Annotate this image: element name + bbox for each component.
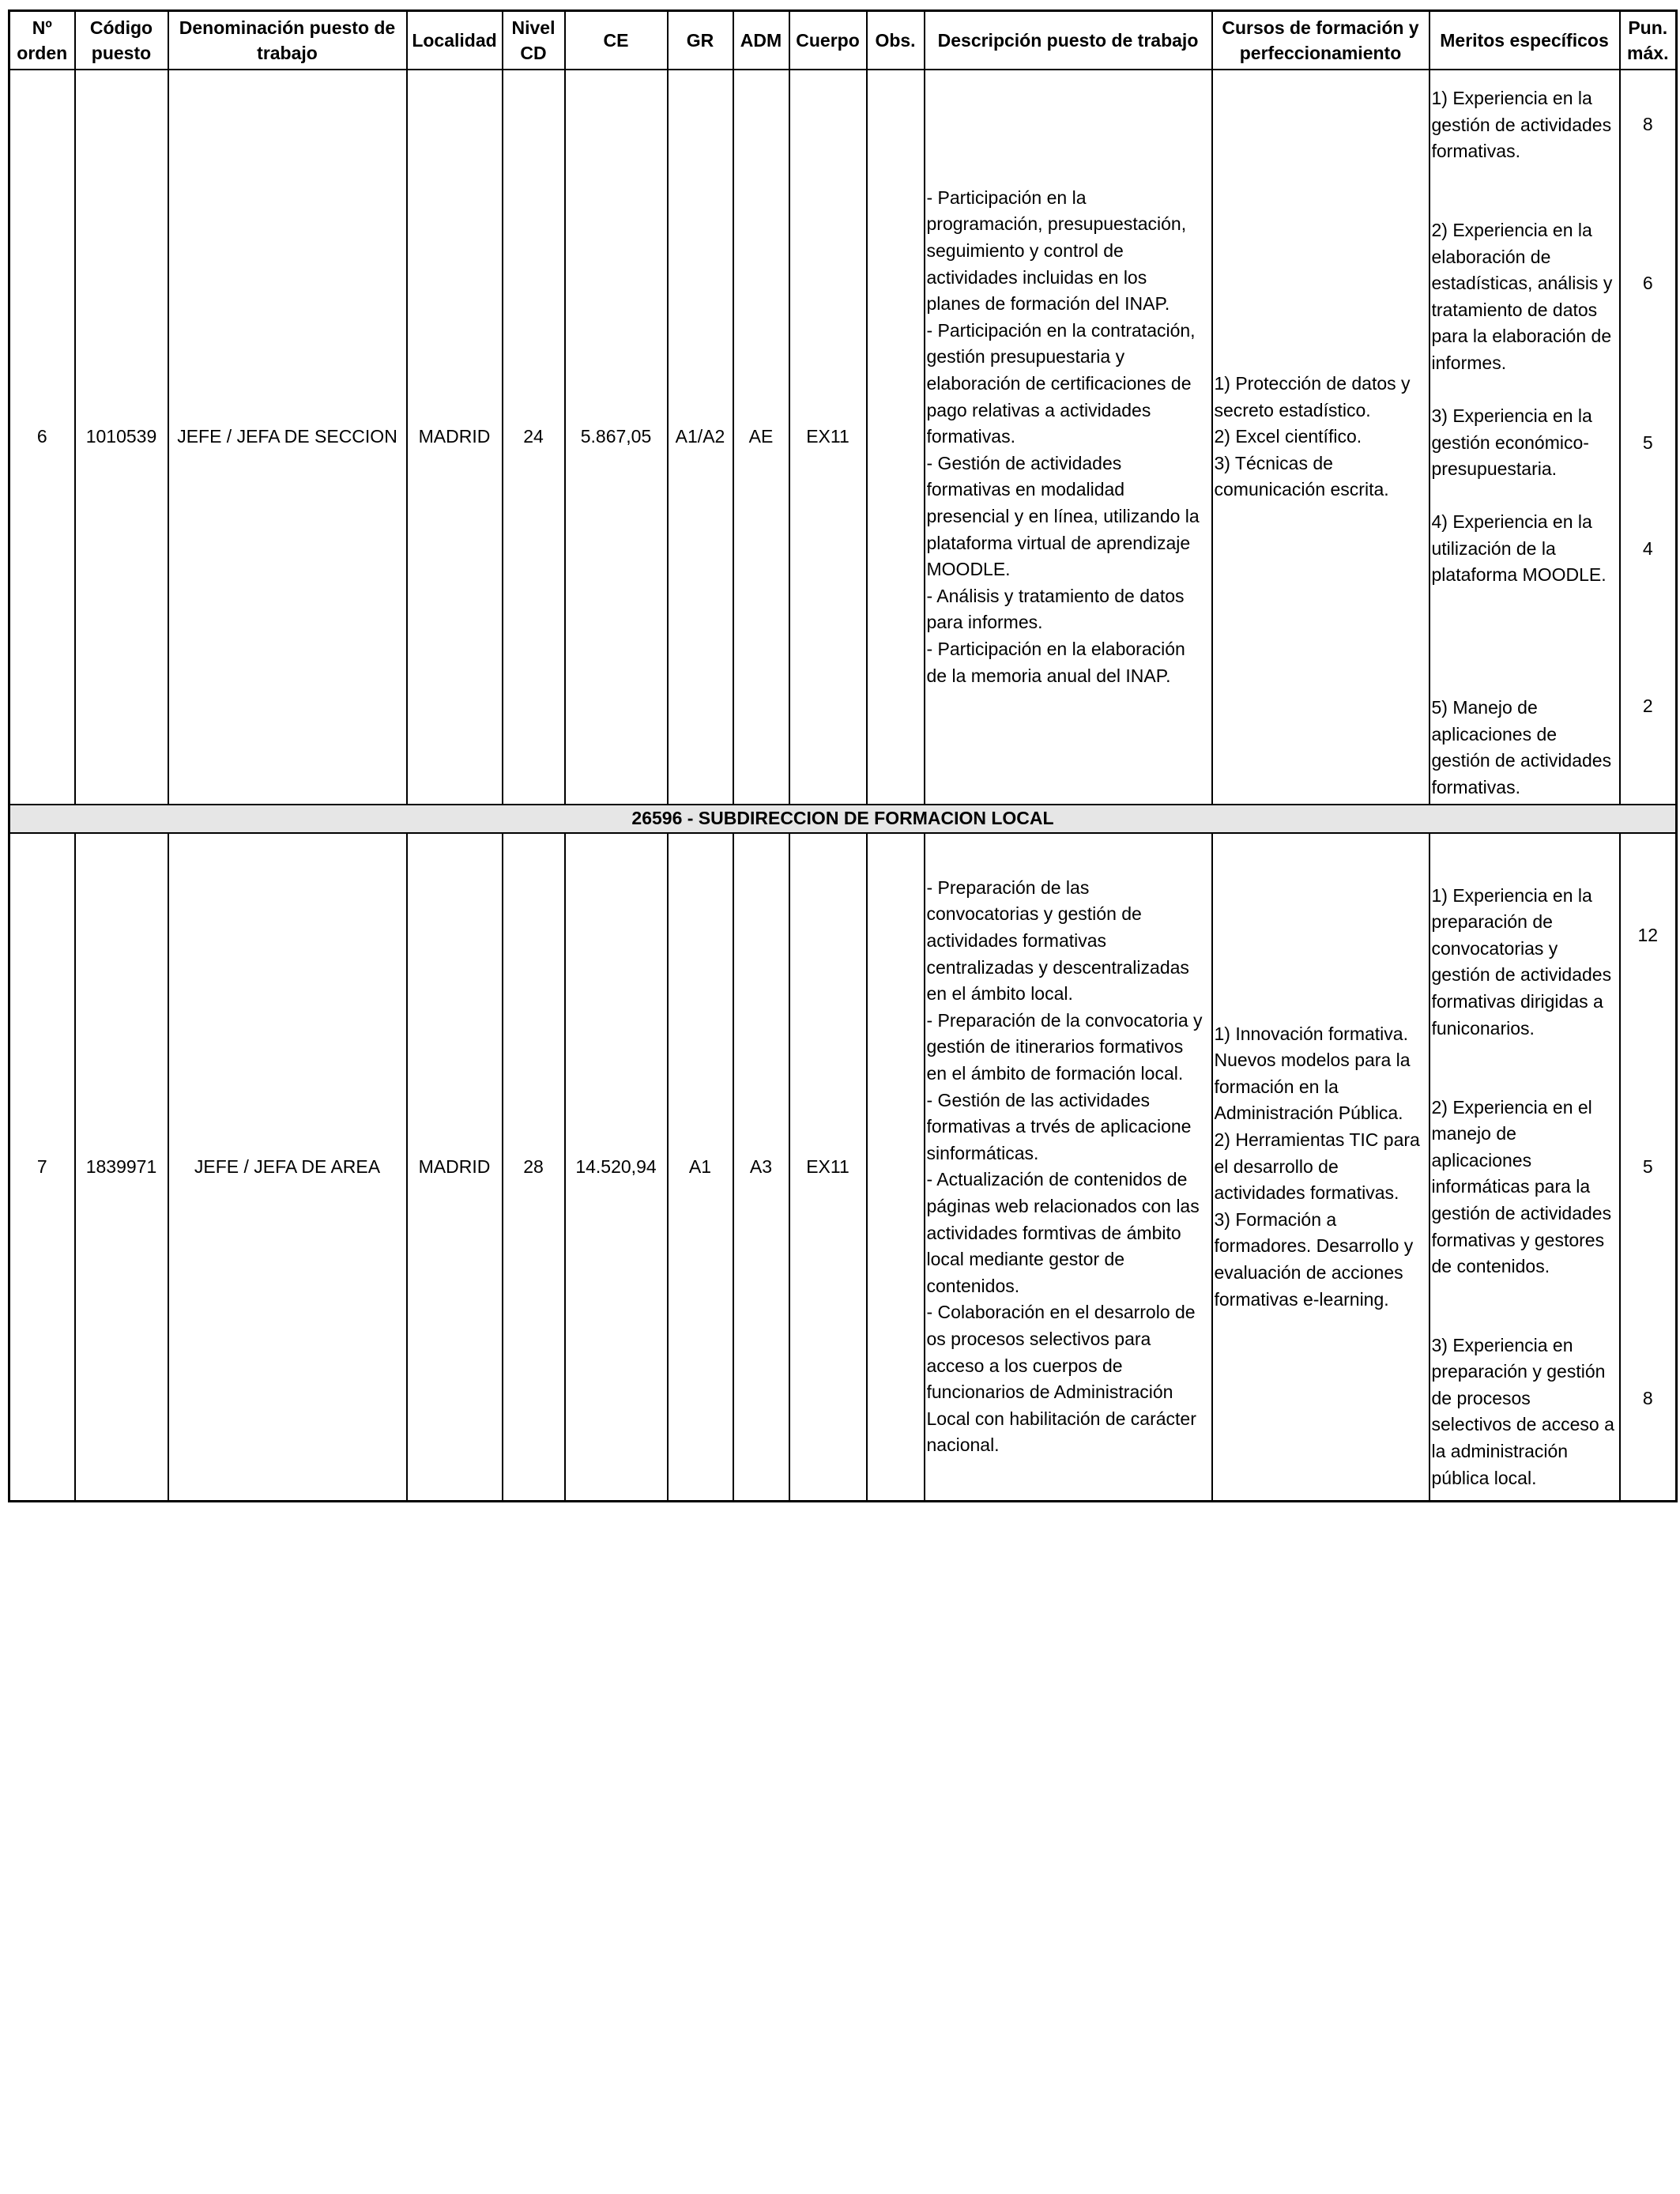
merit-line: aplicaciones de: [1431, 723, 1558, 745]
merit-line: convocatorias y: [1431, 937, 1558, 959]
merit-line: de contenidos.: [1431, 1256, 1550, 1277]
header-line: trabajo: [257, 43, 318, 63]
header-line: Pun.: [1628, 17, 1668, 38]
cell-ce: 14.520,94: [565, 833, 668, 1502]
description-line: convocatorias y gestión de: [926, 903, 1142, 925]
merit-line: de procesos: [1431, 1387, 1531, 1408]
merit-line: informáticas para la: [1431, 1176, 1591, 1197]
merit-line: formativas y gestores: [1431, 1229, 1605, 1250]
course-line: 1) Protección de datos y: [1214, 373, 1411, 394]
merit-line: 2) Experiencia en el: [1431, 1096, 1592, 1118]
description-line: os procesos selectivos para: [926, 1328, 1151, 1349]
description-line: formativas a trvés de aplicacione: [926, 1116, 1192, 1137]
header-ce: [565, 11, 668, 70]
description-line: programación, presupuestación,: [926, 213, 1187, 235]
cell-adm: A3: [733, 833, 789, 1502]
merit-item: [1432, 1333, 1619, 1492]
merit-item: [1432, 509, 1619, 589]
header-line: Código: [89, 17, 153, 38]
cell-gr: A1/A2: [668, 70, 733, 805]
merit-points: 5: [1642, 1155, 1653, 1177]
table-header: [9, 11, 1677, 70]
merit-points: 4: [1642, 538, 1653, 559]
header-descripcion: [925, 11, 1212, 70]
table-row: [9, 70, 1677, 805]
section-title: 26596 - SUBDIRECCION DE FORMACION LOCAL: [9, 805, 1677, 833]
merit-line: 3) Experiencia en: [1431, 1334, 1573, 1355]
table-row: [9, 833, 1677, 1502]
merit-points: 8: [1642, 1387, 1653, 1408]
merit-line: la administración: [1431, 1440, 1569, 1461]
course-line: 3) Formación a: [1214, 1208, 1337, 1230]
cell-nivel: 24: [503, 70, 565, 805]
merit-line: presupuestaria.: [1431, 458, 1558, 480]
header-line: Localidad: [412, 30, 497, 51]
merit-line: preparación y gestión: [1431, 1361, 1606, 1382]
course-line: 2) Excel científico.: [1214, 426, 1362, 447]
cell-orden: 6: [9, 70, 75, 805]
description-line: formativas en modalidad: [926, 479, 1125, 500]
description-line: páginas web relacionados con las: [926, 1195, 1200, 1216]
header-row: [9, 11, 1677, 70]
description-line: - Gestión de las actividades: [926, 1089, 1151, 1110]
cell-orden: 7: [9, 833, 75, 1502]
merit-item: [1432, 695, 1619, 801]
description-line: - Preparación de las: [926, 876, 1090, 898]
cell-codigo: 1010539: [75, 70, 168, 805]
course-line: formación en la: [1214, 1076, 1339, 1097]
cell-puntos: [1620, 833, 1677, 1502]
cell-cuerpo: EX11: [789, 833, 867, 1502]
header-denominacion: [168, 11, 407, 70]
header-line: Meritos específicos: [1440, 30, 1609, 51]
description-line: local mediante gestor de: [926, 1249, 1125, 1270]
description-line: Local con habilitación de carácter: [926, 1408, 1196, 1429]
description-line: - Participación en la: [926, 187, 1087, 208]
description-line: nacional.: [926, 1434, 1000, 1456]
header-line: máx.: [1627, 43, 1669, 63]
cell-cursos: [1212, 70, 1430, 805]
course-line: actividades formativas.: [1214, 1182, 1399, 1204]
header-line: Nivel: [511, 17, 556, 38]
description-line: - Gestión de actividades: [926, 452, 1122, 473]
description-line: elaboración de certificaciones de: [926, 373, 1192, 394]
description-line: contenidos.: [926, 1275, 1020, 1296]
course-line: evaluación de acciones: [1214, 1261, 1403, 1283]
course-line: Nuevos modelos para la: [1214, 1050, 1411, 1071]
merit-line: aplicaciones: [1431, 1149, 1532, 1171]
description-line: actividades incluidas en los: [926, 266, 1147, 288]
header-line: orden: [17, 43, 68, 63]
description-line: gestión presupuestaria y: [926, 346, 1125, 368]
description-line: gestión de itinerarios formativos: [926, 1036, 1184, 1057]
description-line: acceso a los cuerpos de: [926, 1355, 1123, 1376]
description-line: seguimiento y control de: [926, 240, 1124, 262]
header-puntos: [1620, 11, 1677, 70]
header-cursos: [1212, 11, 1430, 70]
merit-line: preparación de: [1431, 911, 1553, 933]
description-line: centralizadas y descentralizadas: [926, 956, 1189, 978]
description-line: planes de formación del INAP.: [926, 293, 1170, 315]
header-line: Descripción puesto de trabajo: [937, 30, 1199, 51]
header-line: CE: [603, 30, 629, 51]
cell-localidad: MADRID: [407, 833, 503, 1502]
cell-obs: [867, 833, 925, 1502]
merit-points: 2: [1642, 696, 1653, 716]
header-obs: [867, 11, 925, 70]
description-line: para informes.: [926, 612, 1043, 633]
description-line: - Participación en la contratación,: [926, 319, 1196, 341]
merit-line: 3) Experiencia en la: [1431, 405, 1592, 426]
cell-adm: AE: [733, 70, 789, 805]
cell-localidad: MADRID: [407, 70, 503, 805]
cell-obs: [867, 70, 925, 805]
merit-line: gestión de actividades: [1431, 750, 1612, 771]
merit-item: [1432, 403, 1619, 483]
merit-line: 1) Experiencia en la: [1431, 88, 1592, 108]
header-line: Cursos de formación y: [1222, 17, 1419, 38]
merit-line: utilización de la: [1431, 537, 1556, 559]
course-line: el desarrollo de: [1214, 1155, 1339, 1177]
merit-item: [1432, 85, 1619, 165]
course-line: 1) Innovación formativa.: [1214, 1023, 1408, 1044]
header-gr: [668, 11, 733, 70]
header-line: ADM: [740, 30, 782, 51]
merit-line: formativas.: [1431, 141, 1520, 162]
merit-line: funiconarios.: [1431, 1017, 1535, 1039]
merit-points: 6: [1642, 273, 1653, 293]
merit-line: 4) Experiencia en la: [1431, 511, 1592, 532]
description-line: de la memoria anual del INAP.: [926, 665, 1171, 686]
merit-line: gestión económico-: [1431, 432, 1589, 453]
description-line: MOODLE.: [926, 559, 1011, 580]
cell-cursos: [1212, 833, 1430, 1502]
cell-denominacion: JEFE / JEFA DE SECCION: [168, 70, 407, 805]
header-line: CD: [520, 43, 547, 63]
merit-line: formativas.: [1431, 776, 1520, 797]
course-line: Administración Pública.: [1214, 1103, 1403, 1124]
header-adm: [733, 11, 789, 70]
description-line: funcionarios de Administración: [926, 1382, 1173, 1403]
header-line: perfeccionamiento: [1239, 43, 1402, 63]
header-localidad: [407, 11, 503, 70]
description-line: actividades formativas: [926, 930, 1107, 951]
cell-meritos: [1430, 833, 1620, 1502]
description-line: formativas.: [926, 426, 1015, 447]
merit-points: 5: [1642, 432, 1653, 453]
cell-gr: A1: [668, 833, 733, 1502]
description-line: - Análisis y tratamiento de datos: [926, 585, 1185, 606]
header-meritos: [1430, 11, 1620, 70]
merit-item: [1432, 883, 1619, 1042]
header-line: puesto: [91, 43, 152, 63]
merit-points: 12: [1637, 924, 1659, 945]
merit-line: gestión de actividades: [1431, 114, 1612, 135]
course-line: formadores. Desarrollo y: [1214, 1235, 1414, 1257]
cell-codigo: 1839971: [75, 833, 168, 1502]
merit-line: elaboración de: [1431, 246, 1551, 267]
merit-line: formativas dirigidas a: [1431, 990, 1603, 1012]
header-line: GR: [686, 30, 714, 51]
merit-line: 5) Manejo de: [1431, 697, 1538, 718]
merit-line: selectivos de acceso a: [1431, 1414, 1614, 1435]
header-line: Nº: [32, 17, 52, 38]
course-line: formativas e-learning.: [1214, 1288, 1389, 1310]
header-codigo: [75, 11, 168, 70]
description-line: actividades formtivas de ámbito: [926, 1222, 1181, 1243]
cell-nivel: 28: [503, 833, 565, 1502]
merit-line: estadísticas, análisis y: [1431, 273, 1613, 294]
cell-cuerpo: EX11: [789, 70, 867, 805]
cell-puntos: [1620, 70, 1677, 805]
description-line: sinformáticas.: [926, 1142, 1039, 1163]
merit-line: pública local.: [1431, 1467, 1537, 1488]
cell-descripcion: [925, 833, 1212, 1502]
merit-line: 1) Experiencia en la: [1431, 884, 1592, 906]
merit-line: tratamiento de datos: [1431, 299, 1598, 320]
merit-line: para la elaboración de: [1431, 326, 1612, 347]
header-line: Obs.: [875, 30, 916, 51]
header-orden: [9, 11, 75, 70]
job-positions-table: [8, 9, 1678, 1502]
header-line: Cuerpo: [796, 30, 860, 51]
cell-denominacion: JEFE / JEFA DE AREA: [168, 833, 407, 1502]
description-line: - Preparación de la convocatoria y: [926, 1009, 1203, 1031]
merit-item: [1432, 217, 1619, 377]
description-line: - Colaboración en el desarrolo de: [926, 1302, 1196, 1323]
merit-line: informes.: [1431, 352, 1507, 373]
merit-line: gestión de actividades: [1431, 1202, 1612, 1223]
description-line: - Actualización de contenidos de: [926, 1169, 1188, 1190]
cell-descripcion: [925, 70, 1212, 805]
header-nivel: [503, 11, 565, 70]
course-line: comunicación escrita.: [1214, 479, 1389, 500]
cell-meritos: [1430, 70, 1620, 805]
course-line: secreto estadístico.: [1214, 399, 1371, 420]
header-line: Denominación puesto de: [179, 17, 396, 38]
course-line: 3) Técnicas de: [1214, 452, 1333, 473]
description-line: en el ámbito de formación local.: [926, 1062, 1184, 1084]
course-line: 2) Herramientas TIC para: [1214, 1129, 1420, 1150]
merit-line: 2) Experiencia en la: [1431, 220, 1592, 240]
description-line: plataforma virtual de aprendizaje: [926, 532, 1191, 553]
merit-line: manejo de: [1431, 1123, 1516, 1144]
merit-points: 8: [1642, 114, 1653, 134]
cell-ce: 5.867,05: [565, 70, 668, 805]
description-line: - Participación en la elaboración: [926, 638, 1185, 659]
merit-line: gestión de actividades: [1431, 964, 1612, 986]
description-line: presencial y en línea, utilizando la: [926, 505, 1200, 526]
merit-item: [1432, 1095, 1619, 1280]
description-line: en el ámbito local.: [926, 983, 1073, 1005]
header-cuerpo: [789, 11, 867, 70]
description-line: pago relativas a actividades: [926, 399, 1151, 420]
section-row: [9, 805, 1677, 833]
merit-line: plataforma MOODLE.: [1431, 564, 1607, 586]
